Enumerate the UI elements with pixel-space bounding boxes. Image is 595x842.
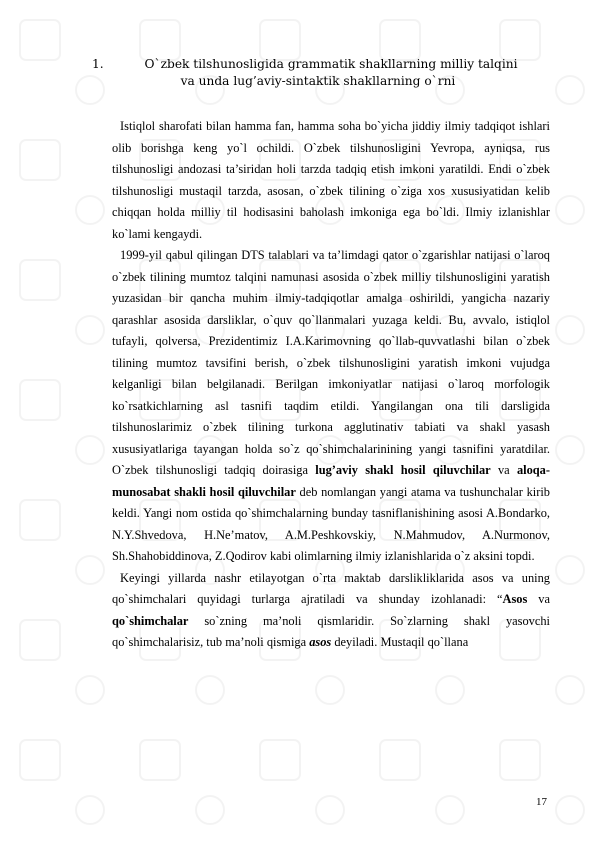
section-heading: [88, 56, 548, 90]
heading-number: 1.: [92, 57, 104, 71]
paragraph-2-connector: va: [490, 463, 517, 477]
paragraph-1: [112, 116, 550, 245]
paragraph-2-bold-term-2: aloqa-munosabat shakli hosil qiluvchilar: [112, 463, 550, 499]
paragraph-3-connector: va: [527, 592, 550, 606]
paragraph-3: [112, 568, 550, 654]
paragraph-3-text-d: deyiladi. Mustaqil qo`llana: [331, 635, 469, 649]
paragraph-2-text-a: 1999-yil qabul qilingan DTS talablari va ta’limdagi qator o`zgarishlar natijasi o`laroq o`zbek tilining mumtoz talqini namunasi asosida o`zbek milliy tilshunosligini yaratish yuzasidan bir qancha muhim ilmiy-tadqiqotlar amalga oshirildi, yangicha nazariy qarashlar asosida darsliklar, o`quv qo`llanmalari yuzaga keldi. Bu, avvalo, istiqlol tufayli, qolversa, Prezidentimiz I.A.Karimovning qo`llab-quvvatlashi bilan o`zbek tilining mumtoz tavsifini berish, o`zbek tilshunosligini yaratish imkoni vujudga kelganligi bilan belgilanadi. Berilgan imkoniyatlar natijasi o`laroq morfologik ko`rsatkichlarning asl tasnifi taqdim etildi. Yangilangan ona tili darsligida tilshunoslarimiz o`zbek tilining turkona agglutinativ tabiati va shakl yasash xususiyatlariga tayangan holda so`z qo`shimchalarinining yangi tasnifini yaratdilar. O`zbek tilshunosligi tadqiq doirasiga: [112, 248, 550, 477]
paragraph-3-italic-term: asos: [309, 635, 332, 649]
paragraph-2-text-c: deb nomlangan yangi atama va tushunchalar kirib keldi. Yangi nom ostida qo`shimchalarning bunday tasniflanishining asosi A.Bondarko, N.Y.Shvedova, H.Ne’matov, A.M.Peshkovskiy, N.Mahmudov, A.Nurmonov, Sh.Shahobiddinova, Z.Qodirov kabi olimlarning ilmiy izlanishlarida o`z aksini topdi.: [112, 484, 550, 563]
paragraph-1-text: Istiqlol sharofati bilan hamma fan, hamma soha bo`yicha jiddiy ilmiy tadqiqot ishlari olib borishga keng yo`l ochildi. O`zbek tilshunosligini Yevropa, ayniqsa, rus tilshunosligi andozasi ta’siridan holi tarzda tadqiq etish imkoni yaratildi. Endi o`zbek tilshunosligi mustaqil tarzda, asosan, o`zbek tilining o`ziga xos xususiyatidan kelib chiqqan holda milliy til hodisasini baholash imkoniga ega bo`ldi. Ilmiy izlanishlar ko`lami kengaydi.: [112, 119, 550, 241]
body-text: [112, 116, 550, 654]
page-number: 17: [536, 796, 547, 808]
paragraph-3-text-c: so`zning ma’noli qismlaridir. So`zlarning shakl yasovchi qo`shimchalarisiz, tub ma’noli qismiga: [112, 613, 550, 649]
heading-line-2: va unda lug’aviy-sintaktik shakllarning o`rni: [180, 74, 456, 88]
heading-line-1: O`zbek tilshunosligida grammatik shakllarning milliy talqini: [144, 57, 518, 71]
paragraph-3-text-a: Keyingi yillarda nashr etilayotgan o`rta maktab darslikliklarida asos va uning qo`shimchalari quyidagi turlarga ajratiladi va shunday izohlanadi: “: [112, 570, 550, 606]
paragraph-2-bold-term-1: lug’aviy shakl hosil qiluvchilar: [315, 463, 491, 477]
paragraph-3-bold-term-1: Asos: [502, 592, 528, 606]
paragraph-2: [112, 245, 550, 568]
paragraph-3-bold-term-2: qo`shimchalar: [112, 613, 189, 628]
